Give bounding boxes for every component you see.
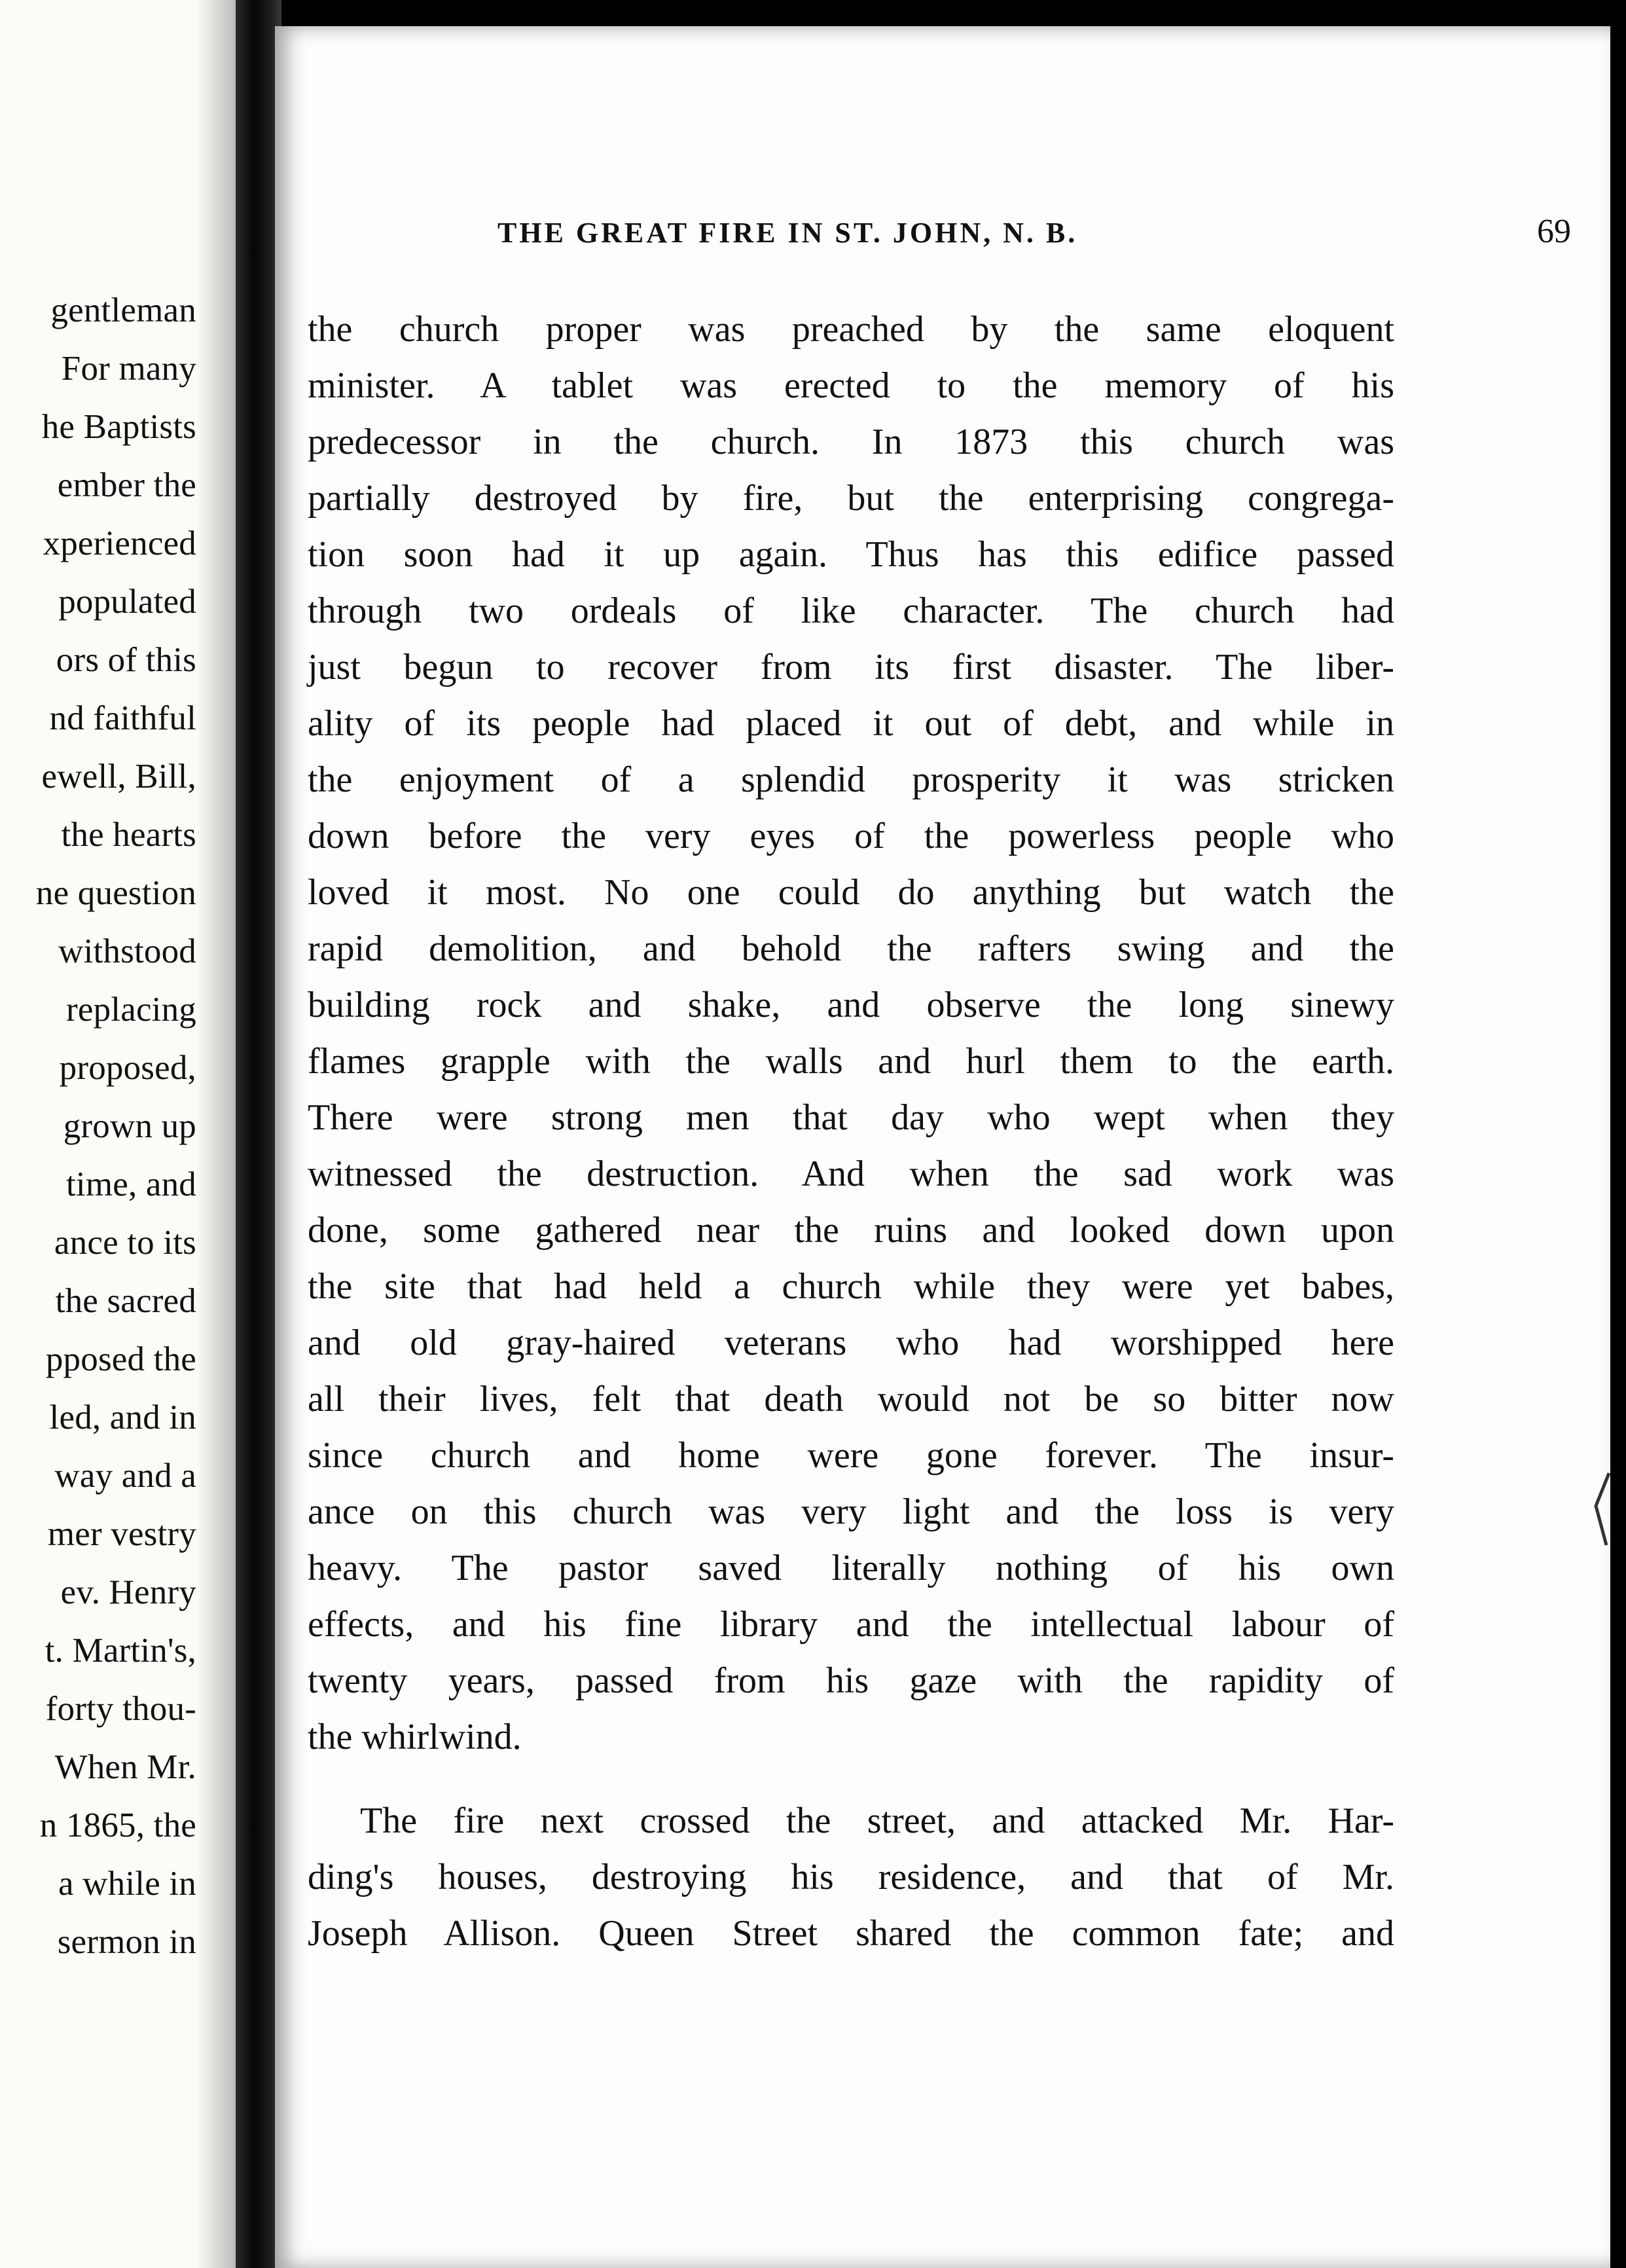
left-line: ors of this (56, 641, 196, 679)
left-line: withstood (58, 932, 196, 970)
text-line: ance on this church was very light and the loss is very (308, 1491, 1394, 1532)
text-line: building rock and shake, and observe the long sinewy (308, 985, 1394, 1025)
left-line: sermon in (57, 1923, 196, 1961)
text-line: effects, and his fine library and the intellectual labour of (308, 1604, 1394, 1645)
left-line: replacing (66, 991, 196, 1029)
left-line: populated (58, 583, 196, 621)
text-line: predecessor in the church. In 1873 this church was (308, 422, 1394, 462)
left-line: mer vestry (47, 1515, 196, 1553)
text-line: the whirlwind. (308, 1717, 522, 1757)
text-line: flames grapple with the walls and hurl them to the earth. (308, 1041, 1394, 1082)
left-line: gentleman (50, 291, 196, 329)
text-line: The fire next crossed the street, and attacked Mr. Har- (360, 1801, 1394, 1841)
left-line: ewell, Bill, (41, 758, 196, 796)
text-line: heavy. The pastor saved literally nothing of his own (308, 1548, 1394, 1588)
left-line: the hearts (61, 816, 196, 854)
left-line: proposed, (59, 1049, 196, 1087)
left-gutter-shadow (196, 0, 236, 2268)
text-line: twenty years, passed from his gaze with the rapidity of (308, 1660, 1394, 1701)
running-head (497, 213, 1571, 268)
paragraph-gap (308, 1765, 1394, 1793)
text-line: the church proper was preached by the same eloquent (308, 309, 1394, 350)
left-line: ne question (35, 874, 196, 912)
text-line: tion soon had it up again. Thus has this edifice passed (308, 534, 1394, 575)
left-line: grown up (63, 1107, 196, 1145)
body-text (308, 301, 1394, 1962)
text-line: loved it most. No one could do anything but watch the (308, 872, 1394, 913)
left-line: For many (61, 350, 196, 388)
text-line: through two ordeals of like character. The church had (308, 591, 1394, 631)
text-line: ding's houses, destroying his residence, and that of Mr. (308, 1857, 1394, 1897)
text-line: the site that had held a church while they were yet babes, (308, 1266, 1394, 1307)
left-line: the sacred (55, 1282, 196, 1320)
left-line: pposed the (45, 1340, 196, 1378)
left-line: led, and in (49, 1399, 196, 1436)
text-line: done, some gathered near the ruins and looked down upon (308, 1210, 1394, 1251)
page-number: 69 (1537, 213, 1571, 250)
text-line: rapid demolition, and behold the rafters swing and the (308, 928, 1394, 969)
page-edge-mark (1591, 1467, 1610, 1552)
left-line: a while in (58, 1865, 196, 1903)
left-line: time, and (65, 1165, 196, 1203)
left-page-text (0, 282, 196, 1971)
text-line: ality of its people had placed it out of debt, and while in (308, 703, 1394, 744)
text-line: all their lives, felt that death would not be so bitter now (308, 1379, 1394, 1419)
text-line: just begun to recover from its first disaster. The liber- (308, 647, 1394, 687)
text-line: the enjoyment of a splendid prosperity it was stricken (308, 759, 1394, 800)
left-line: ember the (57, 466, 196, 504)
left-line: n 1865, the (39, 1806, 196, 1844)
text-line: Joseph Allison. Queen Street shared the common fate; and (308, 1913, 1394, 1954)
left-line: he Baptists (41, 408, 196, 446)
text-line: since church and home were gone forever. The insur- (308, 1435, 1394, 1476)
left-line: way and a (54, 1457, 196, 1495)
text-line: and old gray-haired veterans who had worshipped here (308, 1323, 1394, 1363)
text-line: minister. A tablet was erected to the memory of his (308, 365, 1394, 406)
left-line: xperienced (43, 524, 196, 562)
left-line: nd faithful (49, 699, 196, 737)
left-line: When Mr. (54, 1748, 196, 1786)
left-line: ance to its (54, 1224, 196, 1262)
text-line: witnessed the destruction. And when the sad work was (308, 1154, 1394, 1194)
running-title: THE GREAT FIRE IN ST. JOHN, N. B. (497, 217, 1078, 249)
left-line: t. Martin's, (45, 1632, 196, 1670)
left-page (0, 0, 236, 2268)
left-line: ev. Henry (60, 1573, 196, 1611)
right-page (275, 26, 1610, 2268)
text-line: partially destroyed by fire, but the enterprising congrega- (308, 478, 1394, 519)
text-line: down before the very eyes of the powerless people who (308, 816, 1394, 856)
left-line: forty thou- (45, 1690, 196, 1728)
text-line: There were strong men that day who wept when they (308, 1097, 1394, 1138)
